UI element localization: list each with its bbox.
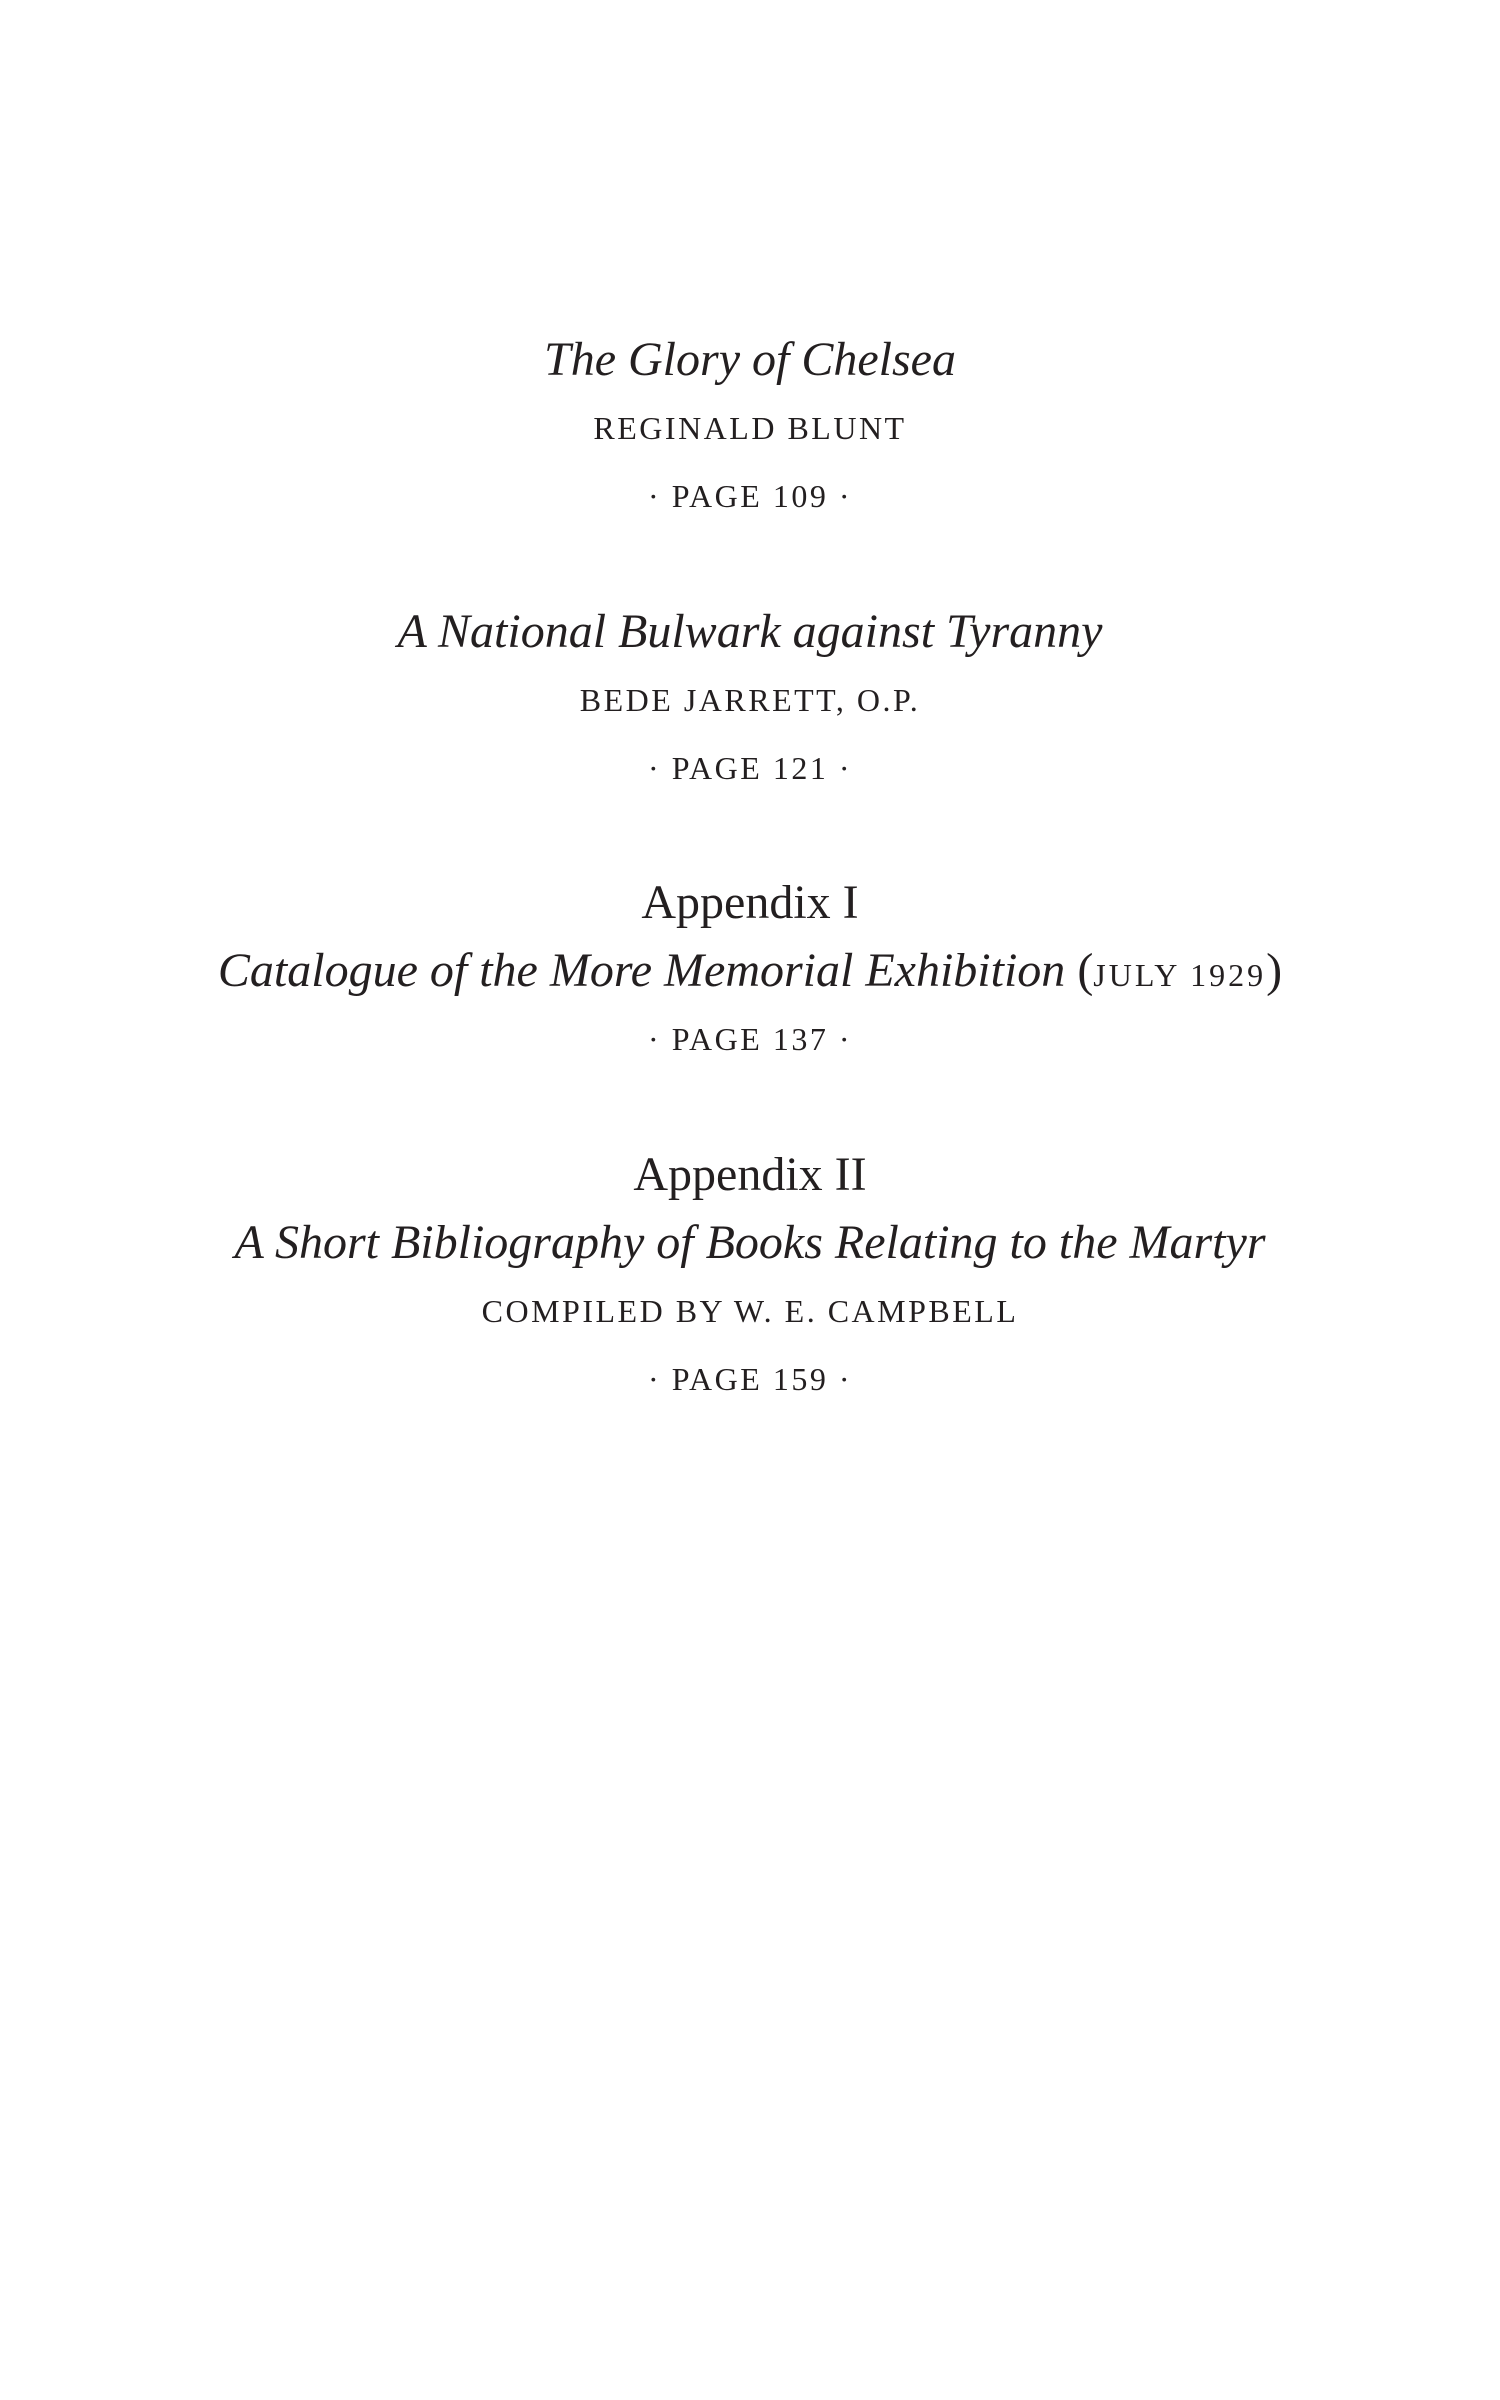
entry-title: Catalogue of the More Memorial Exhibition (217, 944, 1066, 997)
entry-page-number: · PAGE 121 · (648, 750, 852, 786)
entry-title: The Glory of Chelsea (544, 333, 956, 386)
entry-title: A Short Bibliography of Books Relating to the Martyr (234, 1216, 1266, 1269)
appendix-heading: Appendix I (641, 876, 859, 929)
contents-entry-appendix-2 (0, 1141, 1500, 1413)
entry-page-number: · PAGE 137 · (648, 1021, 852, 1057)
contents-entry-appendix-1 (0, 869, 1500, 1073)
date-close-paren: ) (1266, 944, 1283, 997)
entry-title: A National Bulwark against Tyranny (397, 605, 1103, 658)
entry-title-line (0, 937, 1500, 1005)
date-open-paren: ( (1077, 944, 1094, 997)
entry-author: REGINALD BLUNT (593, 410, 907, 446)
contents-entry-glory-of-chelsea (0, 326, 1500, 530)
entry-page-number: · PAGE 109 · (648, 478, 852, 514)
appendix-heading: Appendix II (633, 1148, 867, 1201)
entry-author: BEDE JARRETT, O.P. (579, 682, 921, 718)
entry-page-number: · PAGE 159 · (648, 1361, 852, 1397)
contents-entry-national-bulwark (0, 598, 1500, 802)
exhibition-date: JULY 1929 (1093, 957, 1267, 993)
entry-author: COMPILED BY W. E. CAMPBELL (481, 1293, 1019, 1329)
